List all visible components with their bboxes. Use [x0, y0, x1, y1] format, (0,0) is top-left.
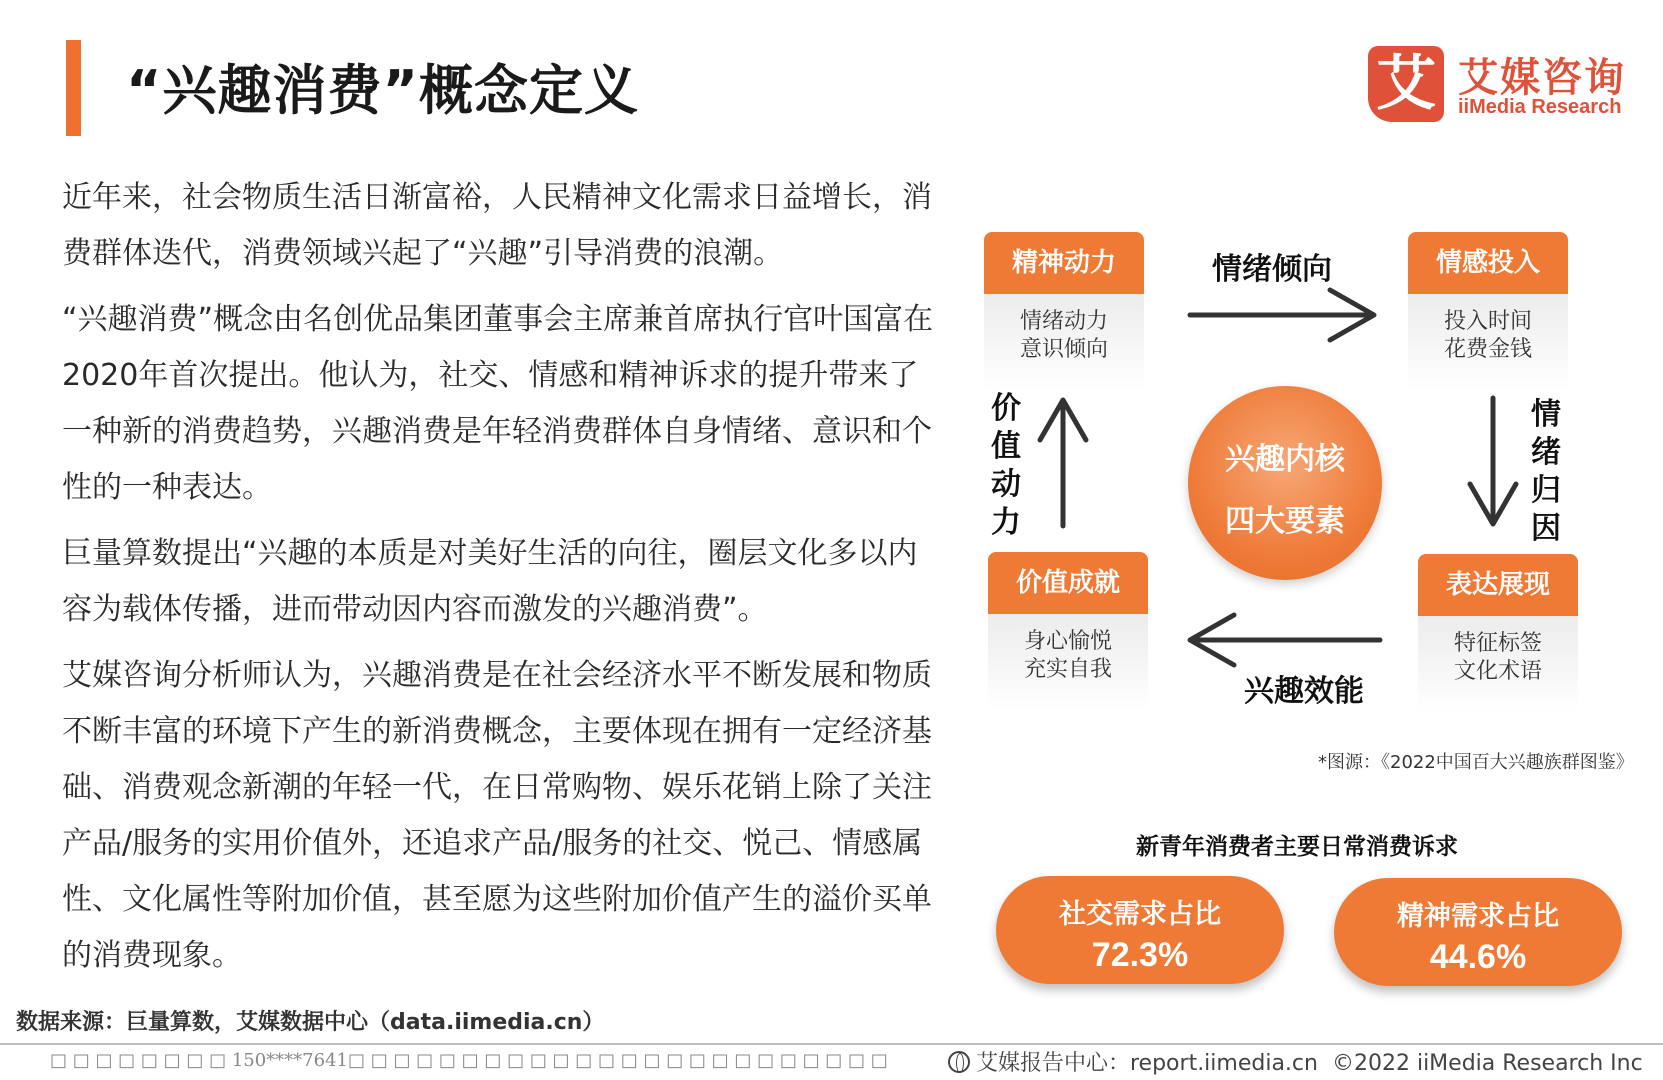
label-emotion-tendency: 情绪倾向	[1212, 252, 1332, 287]
logo-chinese-name: 艾媒咨询	[1458, 55, 1626, 101]
arrow-up	[1040, 400, 1086, 526]
stat-social-need	[996, 876, 1284, 984]
footer-divider	[0, 1043, 1663, 1045]
body-paragraph: 近年来，社会物质生活日渐富裕，人民精神文化需求日益增长，消费群体迭代，消费领域兴起了“兴趣”引导消费的浪潮。	[62, 180, 932, 271]
card-body	[1418, 616, 1578, 712]
footer-right	[948, 1046, 1643, 1077]
data-source: 数据来源：巨量算数，艾媒数据中心（data.iimedia.cn）	[16, 1010, 605, 1035]
center-line: 兴趣内核	[1225, 442, 1345, 477]
card-expression	[1418, 554, 1578, 712]
page-title: “兴趣消费”概念定义	[126, 59, 639, 122]
logo-english-name: iiMedia Research	[1458, 96, 1622, 118]
copyright: ©2022 iiMedia Research Inc	[1331, 1051, 1643, 1076]
stat-label: 社交需求占比	[1059, 899, 1221, 930]
card-title: 价值成就	[988, 552, 1148, 614]
globe-icon	[948, 1051, 970, 1073]
label-value-motivation: 价值动力	[991, 391, 1021, 540]
stats-title: 新青年消费者主要日常消费诉求	[1136, 834, 1458, 860]
center-core-circle	[1188, 386, 1382, 580]
label-interest-efficacy: 兴趣效能	[1244, 674, 1364, 709]
report-center-link[interactable]: 艾媒报告中心：report.iimedia.cn	[976, 1051, 1318, 1076]
card-line: 特征标签	[1453, 631, 1542, 656]
center-line: 四大要素	[1225, 504, 1345, 539]
stat-label: 精神需求占比	[1397, 901, 1559, 932]
arrow-left	[1190, 615, 1380, 665]
arrow-down	[1470, 398, 1516, 524]
card-title: 表达展现	[1418, 554, 1578, 616]
card-line: 意识倾向	[1019, 337, 1108, 362]
card-emotional-investment	[1408, 232, 1568, 390]
footer-watermark-text: □ □ □ □ □ □ □ □ 150****7641□ □ □ □ □ □ □ □ □ □ □ □ □ □ □ □ □ □ □ □ □ □ □ □	[50, 1050, 888, 1071]
card-body	[984, 294, 1144, 390]
card-line: 投入时间	[1443, 309, 1532, 334]
stat-spiritual-need	[1334, 878, 1622, 986]
arrow-right	[1190, 290, 1374, 340]
stat-value: 44.6%	[1429, 938, 1527, 976]
card-value-achievement	[988, 552, 1148, 710]
body-paragraph: “兴趣消费”概念由名创优品集团董事会主席兼首席执行官叶国富在2020年首次提出。他认为，社交、情感和精神诉求的提升带来了一种新的消费趋势，兴趣消费是年轻消费群体自身情绪、意识和个性的一种表达。	[62, 302, 934, 505]
card-title: 情感投入	[1408, 232, 1568, 294]
card-line: 文化术语	[1453, 659, 1542, 684]
logo-mark-icon: 艾	[1368, 46, 1444, 122]
card-spirit-motivation	[984, 232, 1144, 390]
card-line: 身心愉悦	[1023, 629, 1112, 654]
card-line: 充实自我	[1023, 657, 1112, 682]
card-body	[988, 614, 1148, 710]
card-line: 花费金钱	[1443, 337, 1532, 362]
figure-source: *图源：《2022中国百大兴趣族群图鉴》	[1318, 752, 1634, 773]
label-emotion-attribution: 情绪归因	[1531, 397, 1561, 546]
card-title: 精神动力	[984, 232, 1144, 294]
card-line: 情绪动力	[1019, 309, 1108, 334]
card-body	[1408, 294, 1568, 390]
stat-value: 72.3%	[1091, 936, 1189, 974]
body-paragraph: 巨量算数提出“兴趣的本质是对美好生活的向往，圈层文化多以内容为载体传播，进而带动因内容而激发的兴趣消费”。	[62, 536, 918, 627]
body-paragraph: 艾媒咨询分析师认为，兴趣消费是在社会经济水平不断发展和物质不断丰富的环境下产生的新消费概念，主要体现在拥有一定经济基础、消费观念新潮的年轻一代，在日常购物、娱乐花销上除了关注产品/服务的实用价值外，还追求产品/服务的社交、悦己、情感属性、文化属性等附加价值，甚至愿为这些附加价值产生的溢价买单的消费现象。	[62, 658, 932, 973]
